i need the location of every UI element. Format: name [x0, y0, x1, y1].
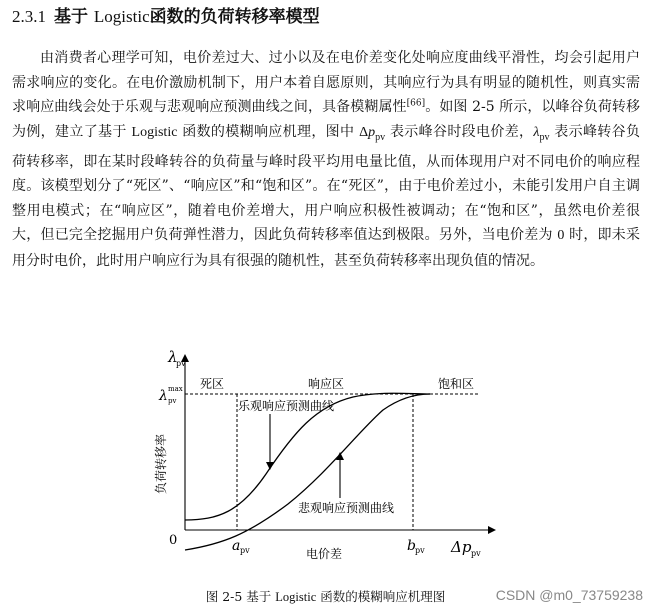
x-axis-symbol-sub: pv [471, 549, 481, 558]
series-label-pessimistic: 悲观响应预测曲线 [298, 501, 395, 515]
caption-suffix: 函数的模糊响应机理图 [316, 589, 446, 604]
x-axis-symbol: Δp [451, 538, 472, 556]
symbol-lambda-sub: pv [539, 131, 550, 143]
section-number: 2.3.1 [12, 7, 46, 26]
para-text-3: 函数的模糊响应机理，图中 [177, 123, 360, 140]
symbol-delta: Δ [359, 124, 369, 140]
para-text-1: 由消费者心理学可知，电价差过大、过小以及在电价差变化处响应度曲线平滑性，均会引起用户需求响应的变化。在电价激励机制下，用户本着自愿原则，其响应行为具有明显的随机性，则真实需求响应曲线会处于乐观与悲观响应预测曲线之间，具备模糊属性 [12, 50, 640, 115]
para-zero: 0 [557, 228, 565, 244]
tick-label-b: b [407, 538, 416, 554]
y-max-sub: pv [168, 397, 177, 405]
para-latin-logistic: Logistic [131, 124, 178, 140]
para-text-4: 表示峰谷时段电价差， [385, 123, 534, 140]
para-text-6: 时，即未采用分时电价，此时用户响应行为具有很强的随机性，甚至负荷转移率出现负值的情况。 [12, 227, 641, 269]
series-label-optimistic: 乐观响应预测曲线 [238, 399, 335, 413]
body-paragraph [12, 46, 640, 273]
zone-label-dead: 死区 [200, 377, 225, 391]
section-heading [12, 6, 642, 28]
symbol-p: p [368, 124, 376, 140]
symbol-lambda: λ [533, 124, 540, 140]
section-title-post: 函数的负荷转移率模型 [149, 7, 320, 27]
tick-label-b-sub: pv [415, 546, 425, 555]
section-title-pre: 基于 [54, 7, 88, 27]
y-axis-symbol-sub: pv [176, 359, 186, 368]
fuzzy-response-chart [148, 344, 508, 580]
watermark: CSDN @m0_73759238 [495, 587, 643, 603]
y-max-symbol: λ [159, 388, 168, 404]
tick-label-a-sub: pv [240, 546, 250, 555]
caption-latin: Logistic [275, 590, 317, 604]
tick-label-a: a [232, 538, 241, 554]
citation-ref: [66] [406, 98, 426, 109]
zone-label-saturation: 饱和区 [438, 377, 475, 391]
pessimistic-curve [185, 394, 430, 550]
x-axis-title: 电价差 [305, 547, 343, 561]
section-title-latin: Logistic [93, 7, 150, 26]
y-max-sup: max [168, 385, 183, 393]
caption-prefix: 图 2-5 基于 [205, 589, 276, 604]
para-text-5: 表示峰转谷负荷转移率，即在某时段峰转谷的负荷量与峰时段平均用电量比值，从而体现用户对不同电价的响应程度。该模型划分了“死区”、“响应区”和“饱和区”。在“死区”，由于电价差过小，未能引发用户自主调整用电模式；在“响应区”，随着电价差增大，用户响应积极性被调动；在“饱和区”，虽然电价差很大，但已完全挖掘用户负荷弹性潜力，因此负荷转移率值达到极限。另外，当电价差为 [12, 123, 640, 244]
origin-label: 0 [169, 533, 178, 548]
y-axis-title: 负荷转移率 [154, 433, 168, 495]
y-axis-symbol: λ [168, 348, 178, 366]
para-text-2: 。如图 2-5 所示，以峰谷负荷转移为例，建立了基于 [12, 99, 641, 140]
zone-label-response: 响应区 [308, 377, 345, 391]
symbol-p-sub: pv [375, 131, 386, 143]
